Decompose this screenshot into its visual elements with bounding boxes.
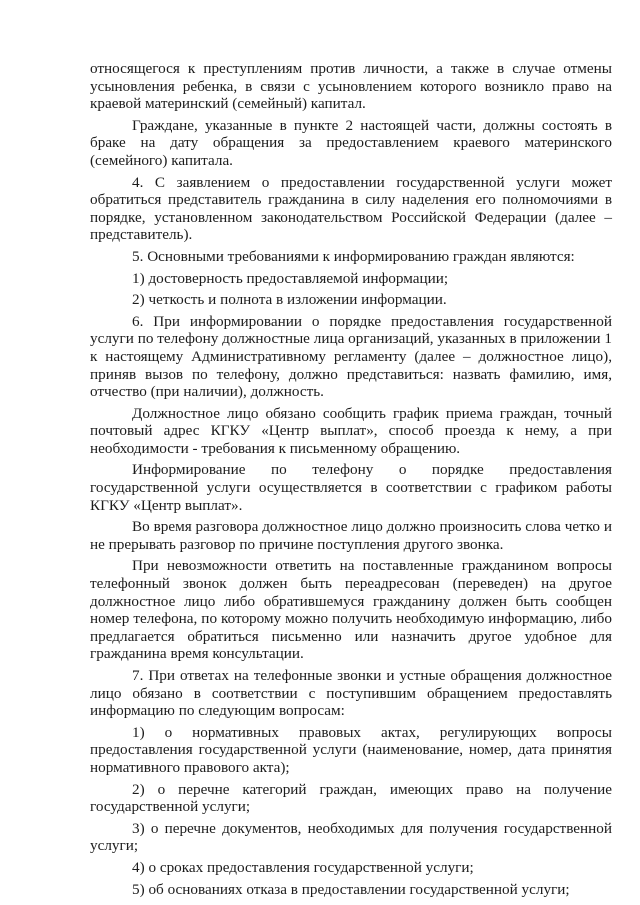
paragraph-item-7: 7. При ответах на телефонные звонки и устные обращения должностное лицо обязано в соответствии с поступившим обращением предоставлять информацию по следующим вопросам: — [90, 667, 612, 720]
paragraph-marriage-requirement: Граждане, указанные в пункте 2 настоящей части, должны состоять в браке на дату обращения за предоставлением краевого материнского (семейного) капитала. — [90, 116, 612, 169]
list-item-refusal-grounds: 5) об основаниях отказа в предоставлении государственной услуги; — [132, 880, 570, 898]
list-item-clarity: 2) четкость и полнота в изложении информации. — [132, 291, 447, 309]
list-item-categories: 2) о перечне категорий граждан, имеющих право на получение государственной услуги; — [90, 780, 612, 816]
paragraph-item-5: 5. Основными требованиями к информированию граждан являются: — [132, 247, 575, 265]
list-item-documents: 3) о перечне документов, необходимых для получения государственной услуги; — [90, 819, 612, 855]
list-item-normative-acts: 1) о нормативных правовых актах, регулирующих вопросы предоставления государственной услуги (наименование, номер, дата принятия нормативного правового акта); — [90, 723, 612, 776]
paragraph-redirect: При невозможности ответить на поставленные гражданином вопросы телефонный звонок должен быть переадресован (переведен) на другое должностное лицо либо обратившемуся гражданину должен быть сообщен номер телефона, по которому можно получить необходимую информацию, либо предлагается обратиться письменно или назначить другое удобное для гражданина время консультации. — [90, 557, 612, 663]
paragraph-phone-info: Информирование по телефону о порядке предоставления государственной услуги осуществляется в соответствии с графиком работы КГКУ «Центр выплат». — [90, 461, 612, 514]
paragraph-schedule: Должностное лицо обязано сообщить график приема граждан, точный почтовый адрес КГКУ «Центр выплат», способ проезда к нему, а при необходимости - требования к письменному обращению. — [90, 404, 612, 457]
paragraph-continuation: относящегося к преступлениям против личности, а также в случае отмены усыновления ребенка, в связи с усыновлением которого возникло право на краевой материнский (семейный) капитал. — [90, 60, 612, 113]
list-item-terms: 4) о сроках предоставления государственной услуги; — [132, 858, 474, 876]
paragraph-item-6: 6. При информировании о порядке предоставления государственной услуги по телефону должностные лица организаций, указанных в приложении 1 к настоящему Административному регламенту (далее – должностное лицо), приняв вызов по телефону, должно представиться: назвать фамилию, имя, отчество (при наличии), должность. — [90, 312, 612, 401]
list-item-reliability: 1) достоверность предоставляемой информации; — [132, 269, 449, 287]
paragraph-conversation: Во время разговора должностное лицо должно произносить слова четко и не прерывать разговор по причине поступления другого звонка. — [90, 518, 612, 553]
paragraph-item-4: 4. С заявлением о предоставлении государственной услуги может обратиться представитель гражданина в силу наделения его полномочиями в порядке, установленном законодательством Российской Федерации (далее – представитель). — [90, 173, 612, 244]
